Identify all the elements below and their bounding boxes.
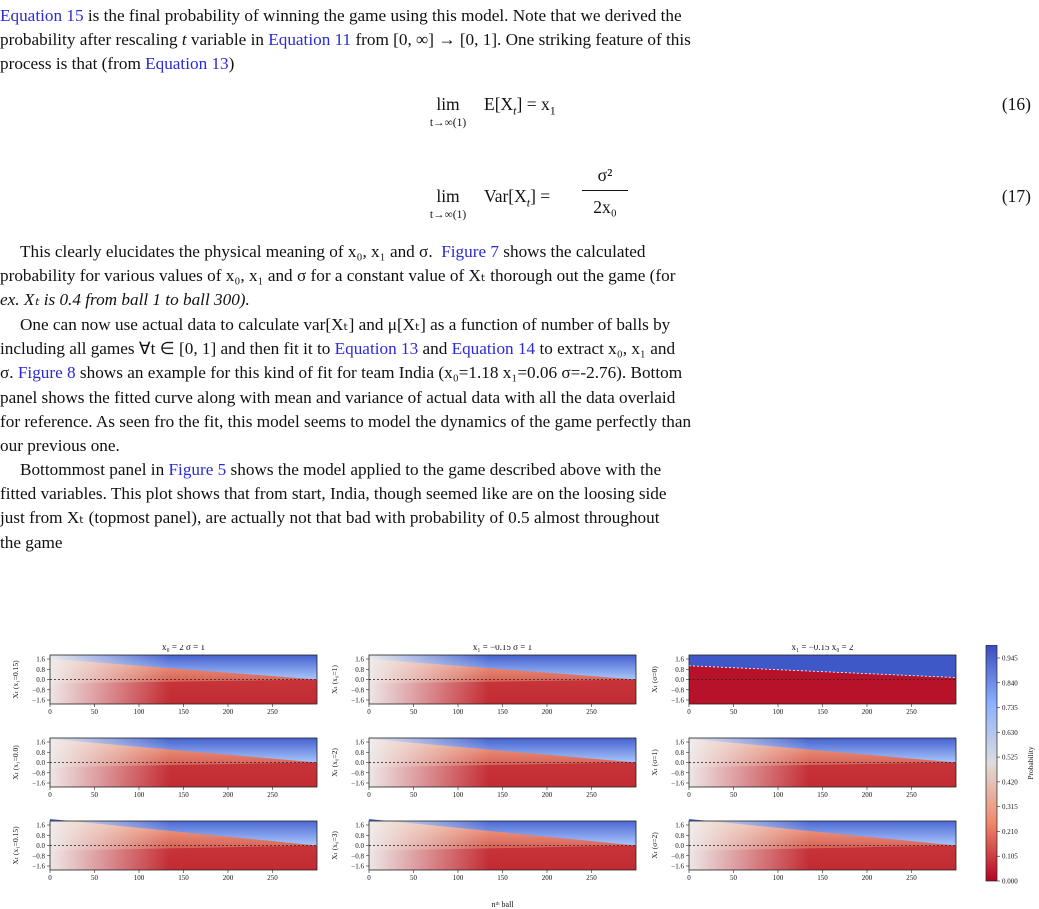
x-tick-label: 50	[410, 791, 417, 799]
y-tick-label: 0.8	[36, 831, 45, 840]
y-tick-label: 1.6	[355, 738, 364, 747]
y-tick-label: 1.6	[355, 821, 364, 830]
y-tick-label: 0.8	[355, 831, 364, 840]
panel-title: x₁ = −0.15 σ = 1	[472, 645, 533, 652]
figure-5-link[interactable]: Figure 5	[168, 460, 227, 479]
y-tick-label: 0.0	[36, 759, 45, 767]
y-tick-label: −1.6	[671, 696, 684, 705]
y-axis-label: Xₜ (x₁=0.15)	[11, 660, 20, 699]
text-span: is the final probability of winning the game using this model. Note that we derived the	[83, 6, 682, 25]
x-tick-label: 0	[367, 874, 371, 882]
equation-15-link[interactable]: Equation 15	[0, 6, 84, 25]
x-tick-label: 0	[48, 708, 52, 716]
paragraph-3	[0, 313, 1032, 458]
x-tick-label: 250	[267, 791, 278, 799]
text-span: t	[513, 103, 517, 118]
x-tick-label: 150	[817, 708, 828, 716]
heatmap-panel	[11, 738, 317, 799]
fraction-numerator: σ²	[597, 165, 613, 185]
x-tick-label: 200	[861, 791, 873, 799]
y-tick-label: 0.8	[36, 665, 45, 674]
y-tick-label: 0.0	[355, 676, 364, 684]
y-tick-label: −1.6	[671, 862, 684, 871]
x-tick-label: 100	[133, 791, 145, 799]
text-span: from [0, ∞] → [0, 1]. One striking feature of this	[351, 30, 691, 50]
y-tick-label: 1.6	[36, 738, 45, 747]
figure-8-link[interactable]: Figure 8	[17, 363, 76, 383]
y-tick-label: 0.8	[675, 748, 684, 757]
colorbar-gradient	[986, 645, 997, 881]
x-tick-label: 150	[817, 791, 828, 799]
x-tick-label: 50	[410, 708, 417, 716]
heatmap-panel	[650, 655, 956, 716]
lim-text: lim	[436, 94, 460, 114]
y-tick-label: −1.6	[671, 779, 684, 788]
y-axis-label: Xₜ (x₁=0.0)	[11, 745, 20, 780]
equation-13-link[interactable]: Equation 13	[334, 339, 419, 359]
y-tick-label: 0.0	[36, 676, 45, 684]
y-tick-label: 0.0	[675, 676, 684, 684]
text-span: )	[228, 54, 235, 74]
y-tick-label: 0.0	[36, 842, 45, 850]
x-tick-label: 150	[497, 791, 508, 799]
y-axis-label: Xₜ (x₀=1)	[330, 665, 339, 694]
text-span: to extract x₀, x₁ and	[535, 339, 676, 359]
y-axis-label: Xₜ (σ=0)	[650, 666, 659, 693]
probability-figure	[0, 645, 1039, 909]
x-tick-label: 0	[687, 708, 691, 716]
x-tick-label: 250	[906, 791, 917, 799]
colorbar-tick-label: 0.945	[1002, 654, 1018, 663]
x-tick-label: 200	[222, 708, 234, 716]
colorbar-label: Probability	[1026, 746, 1035, 780]
y-tick-label: −1.6	[32, 779, 45, 788]
colorbar	[986, 645, 1035, 886]
paragraph-1	[0, 4, 1032, 77]
equation-11-link[interactable]: Equation 11	[268, 30, 352, 50]
fraction-bar	[582, 190, 628, 191]
y-tick-label: 1.6	[36, 821, 45, 830]
y-tick-label: −1.6	[351, 696, 364, 705]
y-tick-label: −1.6	[351, 862, 364, 871]
text-span: Var[X	[484, 186, 527, 206]
y-tick-label: −0.8	[351, 686, 364, 695]
y-tick-label: −0.8	[671, 686, 684, 695]
x-tick-label: 100	[452, 791, 464, 799]
text-span: shows the model applied to the game described above with the	[226, 460, 662, 479]
x-tick-label: 0	[367, 791, 371, 799]
heatmap-panel	[650, 738, 956, 799]
text-span: just from Xₜ (topmost panel), are actually not that bad with probability of 0.5 almost throughout	[0, 508, 660, 528]
panel-title: x₀ = 2 σ = 1	[162, 645, 205, 652]
colorbar-tick-label: 0.630	[1002, 728, 1018, 737]
text-span: including all games ∀t ∈ [0, 1] and then fit it to	[0, 339, 335, 359]
text-span: shows the calculated	[503, 242, 646, 261]
text-span: process is that (from	[0, 54, 146, 74]
equation-13-link[interactable]: Equation 13	[145, 54, 229, 74]
colorbar-tick-label: 0.000	[1002, 877, 1018, 886]
paragraph-4	[0, 458, 1032, 555]
text-span: ex. Xₜ is 0.4 from ball 1 to ball 300).	[0, 290, 250, 310]
x-tick-label: 50	[730, 708, 737, 716]
x-axis-label: nᵗʰ ball	[491, 900, 514, 909]
x-tick-label: 100	[452, 874, 464, 882]
x-tick-label: 0	[48, 874, 52, 882]
text-span: probability after rescaling	[0, 30, 182, 50]
x-tick-label: 50	[91, 791, 98, 799]
heatmap-panel	[11, 819, 317, 882]
y-tick-label: −1.6	[32, 696, 45, 705]
x-tick-label: 50	[91, 874, 98, 882]
colorbar-tick-label: 0.840	[1002, 679, 1018, 688]
y-tick-label: 0.0	[675, 842, 684, 850]
y-tick-label: 0.8	[355, 665, 364, 674]
y-tick-label: −1.6	[351, 779, 364, 788]
lim-text: lim	[436, 186, 460, 206]
x-tick-label: 200	[541, 708, 553, 716]
y-tick-label: 0.8	[36, 748, 45, 757]
y-axis-label: Xₜ (σ=1)	[650, 749, 659, 776]
text-span: σ.	[0, 363, 18, 383]
x-tick-label: 0	[48, 791, 52, 799]
text-span: fitted variables. This plot shows that from start, India, though seemed like are on the loosing side	[0, 484, 667, 504]
equation-number: (16)	[1001, 94, 1031, 114]
x-tick-label: 50	[730, 874, 737, 882]
x-tick-label: 150	[497, 708, 508, 716]
text-span: ] =	[530, 186, 551, 206]
x-tick-label: 100	[133, 708, 145, 716]
colorbar-tick-label: 0.105	[1002, 852, 1018, 861]
y-tick-label: −0.8	[671, 769, 684, 778]
x-tick-label: 200	[222, 874, 234, 882]
y-tick-label: 0.8	[675, 831, 684, 840]
y-axis-label: Xₜ (x₀=3)	[330, 831, 339, 860]
text-span: variable in	[186, 30, 269, 50]
y-tick-label: 1.6	[675, 738, 684, 747]
x-tick-label: 100	[772, 708, 784, 716]
x-tick-label: 250	[586, 874, 597, 882]
y-tick-label: −0.8	[671, 852, 684, 861]
y-tick-label: 0.0	[675, 759, 684, 767]
x-tick-label: 250	[586, 791, 597, 799]
colorbar-tick-label: 0.420	[1002, 778, 1018, 787]
fraction-denominator: 2x₀	[593, 197, 617, 217]
y-axis-label: Xₜ (σ=2)	[650, 832, 659, 859]
y-tick-label: 0.8	[675, 665, 684, 674]
x-tick-label: 100	[772, 791, 784, 799]
lim-subscript: t→∞(1)	[429, 209, 467, 221]
x-tick-label: 0	[367, 708, 371, 716]
x-tick-label: 150	[178, 791, 189, 799]
x-tick-label: 100	[133, 874, 145, 882]
panel-title: x₁ = −0.15 x₀ = 2	[791, 645, 854, 652]
lim-subscript: t→∞(1)	[429, 117, 467, 129]
y-tick-label: −0.8	[32, 686, 45, 695]
text-span: One can now use actual data to calculate var[Xₜ] and μ[Xₜ] as a function of number of balls by	[20, 315, 671, 334]
text-span: for reference. As seen fro the fit, this model seems to model the dynamics of the game perfectly than	[0, 411, 692, 431]
y-tick-label: −0.8	[351, 852, 364, 861]
text-span: and	[418, 339, 452, 359]
y-axis-label: Xₜ (x₁=0.15)	[11, 826, 20, 865]
x-tick-label: 200	[861, 874, 873, 882]
x-tick-label: 0	[687, 791, 691, 799]
text-span: E[X	[484, 94, 514, 114]
text-span: 1	[549, 103, 556, 118]
x-tick-label: 50	[730, 791, 737, 799]
x-tick-label: 150	[497, 874, 508, 882]
y-tick-label: 0.0	[355, 842, 364, 850]
heatmap-panel	[330, 655, 636, 716]
y-tick-label: 1.6	[675, 821, 684, 830]
text-span: shows an example for this kind of fit for team India (x₀=1.18 x₁=0.06 σ=-2.76). Bottom	[75, 363, 683, 383]
x-tick-label: 50	[91, 708, 98, 716]
y-tick-label: 0.0	[355, 759, 364, 767]
heatmap-panel	[330, 738, 636, 799]
heatmap-panel	[11, 655, 317, 716]
text-span: This clearly elucidates the physical meaning of x₀, x₁ and σ.	[20, 242, 433, 261]
x-tick-label: 100	[452, 708, 464, 716]
x-tick-label: 250	[586, 708, 597, 716]
x-tick-label: 100	[772, 874, 784, 882]
text-span: Bottommost panel in	[20, 460, 169, 479]
x-tick-label: 150	[178, 708, 189, 716]
x-tick-label: 150	[178, 874, 189, 882]
y-tick-label: −0.8	[32, 852, 45, 861]
text-span: panel shows the fitted curve along with mean and variance of actual data with all the data overlaid	[0, 387, 676, 407]
colorbar-tick-label: 0.525	[1002, 753, 1018, 762]
y-tick-label: 1.6	[355, 655, 364, 664]
text-span: our previous one.	[0, 436, 120, 456]
equation-number: (17)	[1001, 186, 1031, 206]
x-tick-label: 200	[541, 791, 553, 799]
equation-14-link[interactable]: Equation 14	[451, 339, 536, 359]
y-tick-label: −1.6	[32, 862, 45, 871]
heatmap-panel	[330, 819, 636, 882]
paragraph-2	[0, 240, 1032, 313]
y-axis-label: Xₜ (x₀=2)	[330, 748, 339, 777]
x-tick-label: 250	[267, 874, 278, 882]
x-tick-label: 250	[906, 708, 917, 716]
y-tick-label: 1.6	[36, 655, 45, 664]
colorbar-tick-label: 0.210	[1002, 827, 1018, 836]
x-tick-label: 200	[861, 708, 873, 716]
figure-7-link[interactable]: Figure 7	[441, 242, 499, 261]
text-span: the game	[0, 532, 63, 552]
heatmap-panel	[650, 819, 956, 882]
x-tick-label: 150	[817, 874, 828, 882]
y-tick-label: 1.6	[675, 655, 684, 664]
x-tick-label: 0	[687, 874, 691, 882]
x-tick-label: 200	[541, 874, 553, 882]
x-tick-label: 50	[410, 874, 417, 882]
y-tick-label: 0.8	[355, 748, 364, 757]
equation-body	[484, 184, 550, 215]
y-tick-label: −0.8	[32, 769, 45, 778]
x-tick-label: 200	[222, 791, 234, 799]
equation-body	[484, 92, 556, 123]
x-tick-label: 250	[267, 708, 278, 716]
text-span: t	[526, 195, 531, 210]
colorbar-tick-label: 0.735	[1002, 704, 1018, 713]
text-span: t	[181, 30, 187, 50]
text-span: ] = x	[516, 94, 550, 114]
x-tick-label: 250	[906, 874, 917, 882]
y-tick-label: −0.8	[351, 769, 364, 778]
text-span: probability for various values of x₀, x₁ and σ for a constant value of Xₜ thorough out the game (for	[0, 266, 676, 286]
colorbar-tick-label: 0.315	[1002, 803, 1018, 812]
